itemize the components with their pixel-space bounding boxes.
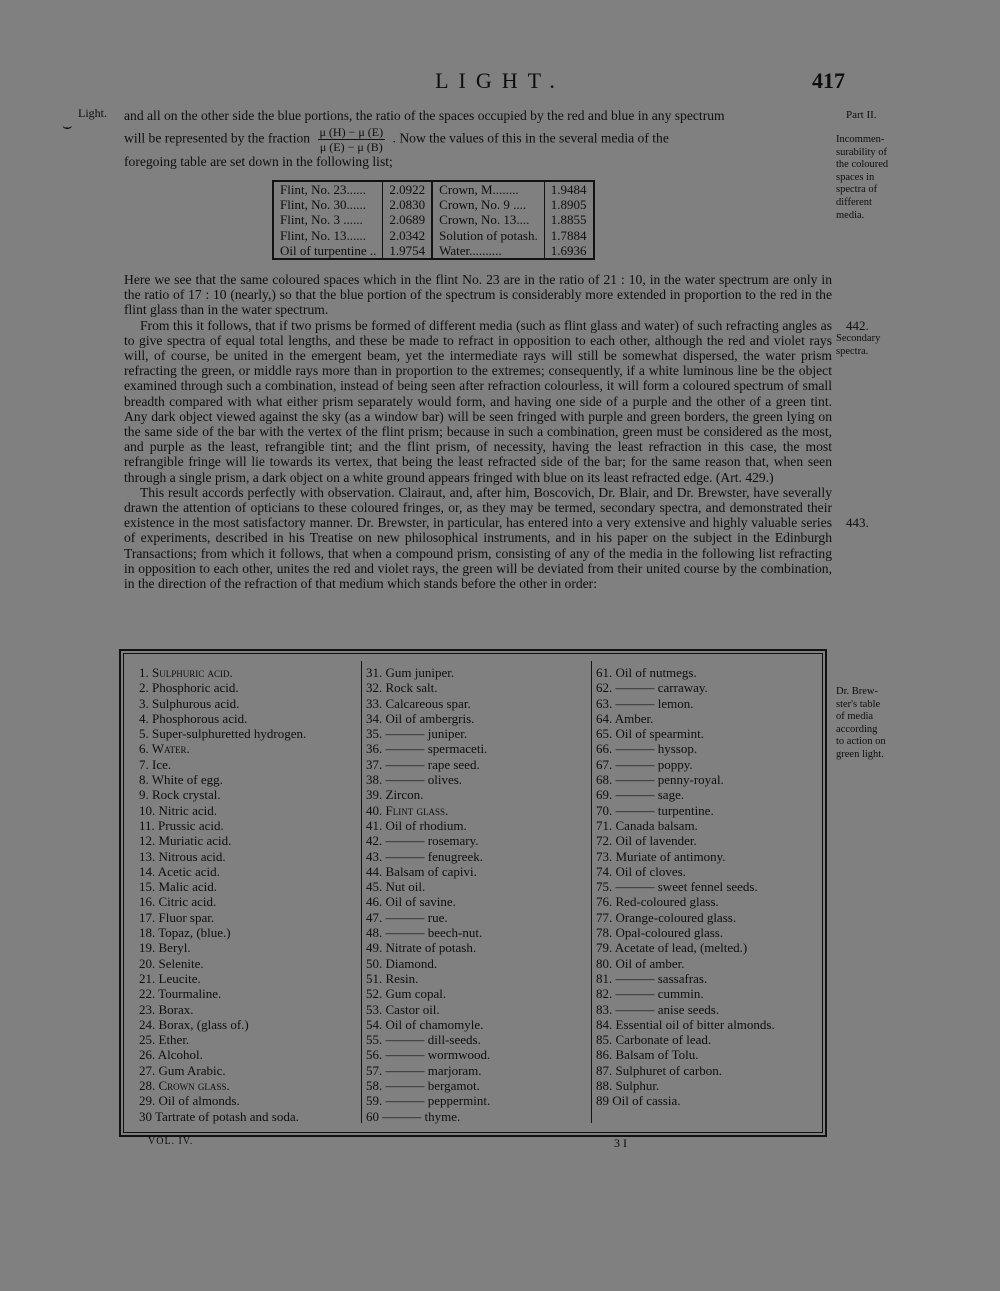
- dispersion-ratio-table: [272, 180, 595, 260]
- media-name: Flint, No. 30......: [280, 197, 366, 213]
- media-name: Oil of turpentine ..: [280, 242, 377, 258]
- list-item: 53. Castor oil.: [366, 1001, 440, 1017]
- media-name: Solution of potash.: [432, 228, 544, 243]
- ratio-value: 2.0342: [383, 228, 432, 243]
- list-item: 15. Malic acid.: [139, 879, 217, 895]
- list-item: 78. Opal-coloured glass.: [596, 925, 724, 941]
- margin-note-line: Dr. Brew-: [836, 686, 878, 697]
- media-name: Flint, No. 13......: [280, 227, 366, 243]
- table-row: [273, 181, 594, 197]
- paragraph-here-we-see: Here we see that the same coloured spaces which in the flint No. 23 are in the ratio of 21 : 10, in the water spectrum are only in the ratio of 17 : 10 (nearly,) so that the blue portion of the spectrum is considerably more extended in proportion to the red in the flint glass than in the water spectrum.: [124, 272, 832, 318]
- fraction-denominator: μ (E) − μ (B): [319, 140, 383, 155]
- list-item: 43. ——— fenugreek.: [366, 848, 483, 864]
- margin-note-line: different: [836, 196, 872, 208]
- margin-left-brace: ⌣: [62, 118, 73, 135]
- list-item: 48. ——— beech-nut.: [366, 925, 483, 941]
- section-number-442: 442.: [846, 318, 869, 333]
- margin-note-line: the coloured: [836, 159, 889, 171]
- list-item: 21. Leucite.: [139, 970, 201, 986]
- list-item: 52. Gum copal.: [366, 986, 447, 1002]
- media-name: Water..........: [432, 243, 544, 259]
- list-item: 46. Oil of savine.: [366, 894, 456, 910]
- intro-line-2-tail: . Now the values of this in the several media of the: [392, 130, 669, 146]
- list-item: 87. Sulphuret of carbon.: [596, 1062, 723, 1078]
- margin-part-label: Part II.: [846, 109, 877, 121]
- table-row: [273, 243, 594, 259]
- intro-line-2-text: will be represented by the fraction: [124, 130, 311, 146]
- fraction-numerator: μ (H) − μ (E): [319, 125, 384, 140]
- list-item: 58. ——— bergamot.: [366, 1078, 480, 1094]
- footer-signature: 3 I: [614, 1136, 627, 1150]
- list-item: 81. ——— sassafras.: [596, 970, 708, 986]
- list-item: 31. Gum juniper.: [366, 665, 455, 680]
- margin-note-line: of media: [836, 711, 874, 723]
- list-item: 77. Orange-coloured glass.: [596, 909, 737, 925]
- list-item: 5. Super-sulphuretted hydrogen.: [139, 726, 307, 742]
- list-item: 72. Oil of lavender.: [596, 833, 697, 849]
- list-item: 41. Oil of rhodium.: [366, 817, 467, 833]
- list-item: 18. Topaz, (blue.): [139, 925, 231, 941]
- list-item: 27. Gum Arabic.: [139, 1062, 226, 1078]
- list-item: 11. Prussic acid.: [139, 817, 224, 833]
- media-name: Crown, M........: [432, 181, 544, 197]
- table-row: [273, 228, 594, 243]
- list-item: 65. Oil of spearmint.: [596, 726, 704, 742]
- list-item: 34. Oil of ambergris.: [366, 710, 475, 726]
- list-item: 42. ——— rosemary.: [366, 833, 479, 849]
- media-list-column-1: [139, 665, 365, 1124]
- list-item: 13. Nitrous acid.: [139, 848, 226, 864]
- list-item: 59. ——— peppermint.: [366, 1093, 491, 1109]
- list-item: 20. Selenite.: [139, 955, 204, 971]
- paragraph-442: From this it follows, that if two prisms be formed of different media (such as flint glass and water) of such refracting angles as to give spectra of equal total lengths, and these be made to refract in opposition to each other, although the red and violet rays will, of course, be united in the emergent beam, yet the intermediate rays will still be somewhat dispersed, the water prism refracting the green, or middle rays more than in proportion to the extremes; consequently, if a white luminous line be the object examined through such a combination, instead of being seen after refraction colourless, it will form a coloured spectrum of small breadth compared with what either prism separately would form, and having one side of a purple and the other of a green tint. Any dark object viewed against the sky (as a window bar) will be seen fringed with purple and green borders, the green lying on the same side of the bar with the vertex of the flint prism; because in such a combination, green must be considered as the most, and purple as the least, refrangible tint; and the flint prism, of necessity, having the least refraction in this case, the most refrangible fringe will lie towards its vertex, that being the least refracted side of the bar; for the same reason that, when seen through a single prism, a dark object on a white ground appears fringed with blue on its least refracted edge. (Art. 429.): [124, 317, 832, 485]
- ratio-value: 2.0830: [383, 197, 432, 212]
- list-item: 3. Sulphurous acid.: [139, 695, 240, 711]
- margin-note-line: surability of: [836, 146, 888, 158]
- list-item: 23. Borax.: [139, 1001, 194, 1017]
- list-item: 36. ——— spermaceti.: [366, 741, 488, 757]
- list-item: 69. ——— sage.: [596, 787, 685, 803]
- ratio-value: 2.0689: [383, 212, 432, 227]
- margin-note-line: media.: [836, 209, 865, 221]
- list-item: 85. Carbonate of lead.: [596, 1032, 712, 1048]
- list-item: 66. ——— hyssop.: [596, 741, 698, 757]
- ratio-value: 1.8855: [544, 212, 593, 227]
- section-number-443: 443.: [846, 515, 869, 530]
- list-item: 29. Oil of almonds.: [139, 1093, 240, 1109]
- body-text: [124, 272, 832, 591]
- list-item: 17. Fluor spar.: [139, 909, 215, 925]
- margin-note-line: according: [836, 723, 878, 735]
- margin-note-line: spectra of: [836, 184, 878, 196]
- margin-note-secondary-spectra: [836, 333, 906, 358]
- ratio-value: 2.0922: [383, 181, 432, 197]
- list-item: 9. Rock crystal.: [139, 787, 221, 803]
- media-name: Flint, No. 23......: [280, 182, 366, 197]
- intro-line-2: [124, 125, 832, 154]
- media-name: Crown, No. 9 ....: [432, 197, 544, 212]
- list-item: 47. ——— rue.: [366, 909, 448, 925]
- list-item: 2. Phosphoric acid.: [139, 680, 239, 696]
- margin-note-line: green light.: [836, 748, 884, 760]
- margin-note-brewster-table: [836, 686, 906, 762]
- list-item: 14. Acetic acid.: [139, 863, 220, 879]
- ratio-value: 1.6936: [544, 243, 593, 259]
- list-item: 54. Oil of chamomyle.: [366, 1016, 484, 1032]
- intro-paragraph: [124, 108, 832, 169]
- margin-note-line: Incommen-: [836, 134, 885, 145]
- list-item: 38. ——— olives.: [366, 772, 463, 788]
- list-item: 39. Zircon.: [366, 787, 424, 803]
- list-item: 79. Acetate of lead, (melted.): [596, 940, 748, 956]
- list-item: 51. Resin.: [366, 970, 419, 986]
- list-item: 75. ——— sweet fennel seeds.: [596, 879, 758, 895]
- list-item: 74. Oil of cloves.: [596, 863, 686, 879]
- list-item: 24. Borax, (glass of.): [139, 1016, 249, 1032]
- list-item: 26. Alcohol.: [139, 1047, 203, 1063]
- list-item: 33. Calcareous spar.: [366, 695, 471, 711]
- list-item: 62. ——— carraway.: [596, 680, 708, 696]
- footer-volume: VOL. IV.: [148, 1136, 194, 1147]
- list-item: 64. Amber.: [596, 710, 654, 726]
- margin-left-label: Light.: [78, 106, 107, 120]
- margin-note-incommensurability: [836, 134, 906, 222]
- list-item: 71. Canada balsam.: [596, 817, 698, 833]
- list-item: 50. Diamond.: [366, 955, 438, 971]
- list-item: 88. Sulphur.: [596, 1078, 660, 1094]
- list-item: 84. Essential oil of bitter almonds.: [596, 1016, 775, 1032]
- ratio-value: 1.8905: [544, 197, 593, 212]
- ratio-value: 1.9754: [383, 243, 432, 259]
- list-item: 6. Water.: [139, 741, 190, 757]
- list-item: 10. Nitric acid.: [139, 802, 217, 818]
- list-item: 44. Balsam of capivi.: [366, 863, 477, 879]
- margin-note-line: spaces in: [836, 171, 875, 183]
- list-item: 60 ——— thyme.: [366, 1108, 461, 1124]
- list-item: 22. Tourmaline.: [139, 986, 222, 1002]
- list-item: 82. ——— cummin.: [596, 986, 704, 1002]
- list-item: 35. ——— juniper.: [366, 726, 468, 742]
- list-item: 8. White of egg.: [139, 772, 223, 788]
- media-list-column-2: [361, 661, 592, 1123]
- list-item: 67. ——— poppy.: [596, 756, 693, 772]
- list-item: 37. ——— rape seed.: [366, 756, 480, 772]
- list-item: 86. Balsam of Tolu.: [596, 1047, 699, 1063]
- list-item: 55. ——— dill-seeds.: [366, 1032, 481, 1048]
- list-item: 30 Tartrate of potash and soda.: [139, 1108, 299, 1124]
- table-row: [273, 197, 594, 212]
- list-item: 89 Oil of cassia.: [596, 1093, 681, 1109]
- list-item: 19. Beryl.: [139, 940, 191, 956]
- page-title: LIGHT.: [435, 68, 565, 93]
- list-item: 61. Oil of nutmegs.: [596, 665, 697, 680]
- list-item: 32. Rock salt.: [366, 680, 438, 696]
- list-item: 68. ——— penny-royal.: [596, 772, 724, 788]
- list-item: 1. Sulphuric acid.: [139, 665, 233, 680]
- list-item: 63. ——— lemon.: [596, 695, 694, 711]
- media-list-column-3: [591, 661, 826, 1123]
- list-item: 56. ——— wormwood.: [366, 1047, 491, 1063]
- ratio-value: 1.9484: [544, 181, 593, 197]
- list-item: 7. Ice.: [139, 756, 172, 772]
- margin-note-line: ster's table: [836, 698, 881, 710]
- ratio-fraction: [318, 125, 386, 154]
- list-item: 40. Flint glass.: [366, 802, 449, 818]
- list-item: 25. Ether.: [139, 1032, 190, 1048]
- ratio-value: 1.7884: [544, 228, 593, 243]
- intro-line-3: foregoing table are set down in the following list;: [124, 154, 393, 170]
- intro-line-1: and all on the other side the blue portions, the ratio of the spaces occupied by the red and blue in any spectrum: [124, 108, 725, 123]
- list-item: 70. ——— turpentine.: [596, 802, 714, 818]
- list-item: 12. Muriatic acid.: [139, 833, 232, 849]
- list-item: 76. Red-coloured glass.: [596, 894, 719, 910]
- list-item: 28. Crown glass.: [139, 1078, 230, 1094]
- list-item: 49. Nitrate of potash.: [366, 940, 477, 956]
- table-row: [273, 212, 594, 227]
- list-item: 16. Citric acid.: [139, 894, 217, 910]
- margin-note-line: spectra.: [836, 345, 869, 357]
- list-item: 57. ——— marjoram.: [366, 1062, 482, 1078]
- media-list-table: [119, 649, 827, 1137]
- list-item: 45. Nut oil.: [366, 879, 426, 895]
- list-item: 73. Muriate of antimony.: [596, 848, 726, 864]
- list-item: 80. Oil of amber.: [596, 955, 685, 971]
- margin-note-line: Secondary: [836, 333, 881, 344]
- margin-note-line: to action on: [836, 736, 886, 748]
- list-item: 83. ——— anise seeds.: [596, 1001, 720, 1017]
- media-name: Crown, No. 13....: [432, 212, 544, 227]
- page-number: 417: [812, 68, 845, 93]
- list-item: 4. Phosphorous acid.: [139, 710, 248, 726]
- paragraph-443: This result accords perfectly with observation. Clairaut, and, after him, Boscovich, Dr. Blair, and Dr. Brewster, have severally drawn the attention of opticians to these coloured fringes, or, as they may be termed, secondary spectra, and demonstrated their existence in the most satisfactory manner. Dr. Brewster, in particular, has entered into a very extensive and highly valuable series of experiments, described in his Treatise on new philosophical instruments, and in his paper on the subject in the Edinburgh Transactions; from which it follows, that when a compound prism, consisting of any of the media in the following list refracting in opposition to each other, unites the red and violet rays, the green will be deviated from their united course by the combination, in the direction of the refraction of that medium which stands before the other in order:: [124, 484, 832, 592]
- media-name: Flint, No. 3 ......: [280, 212, 363, 228]
